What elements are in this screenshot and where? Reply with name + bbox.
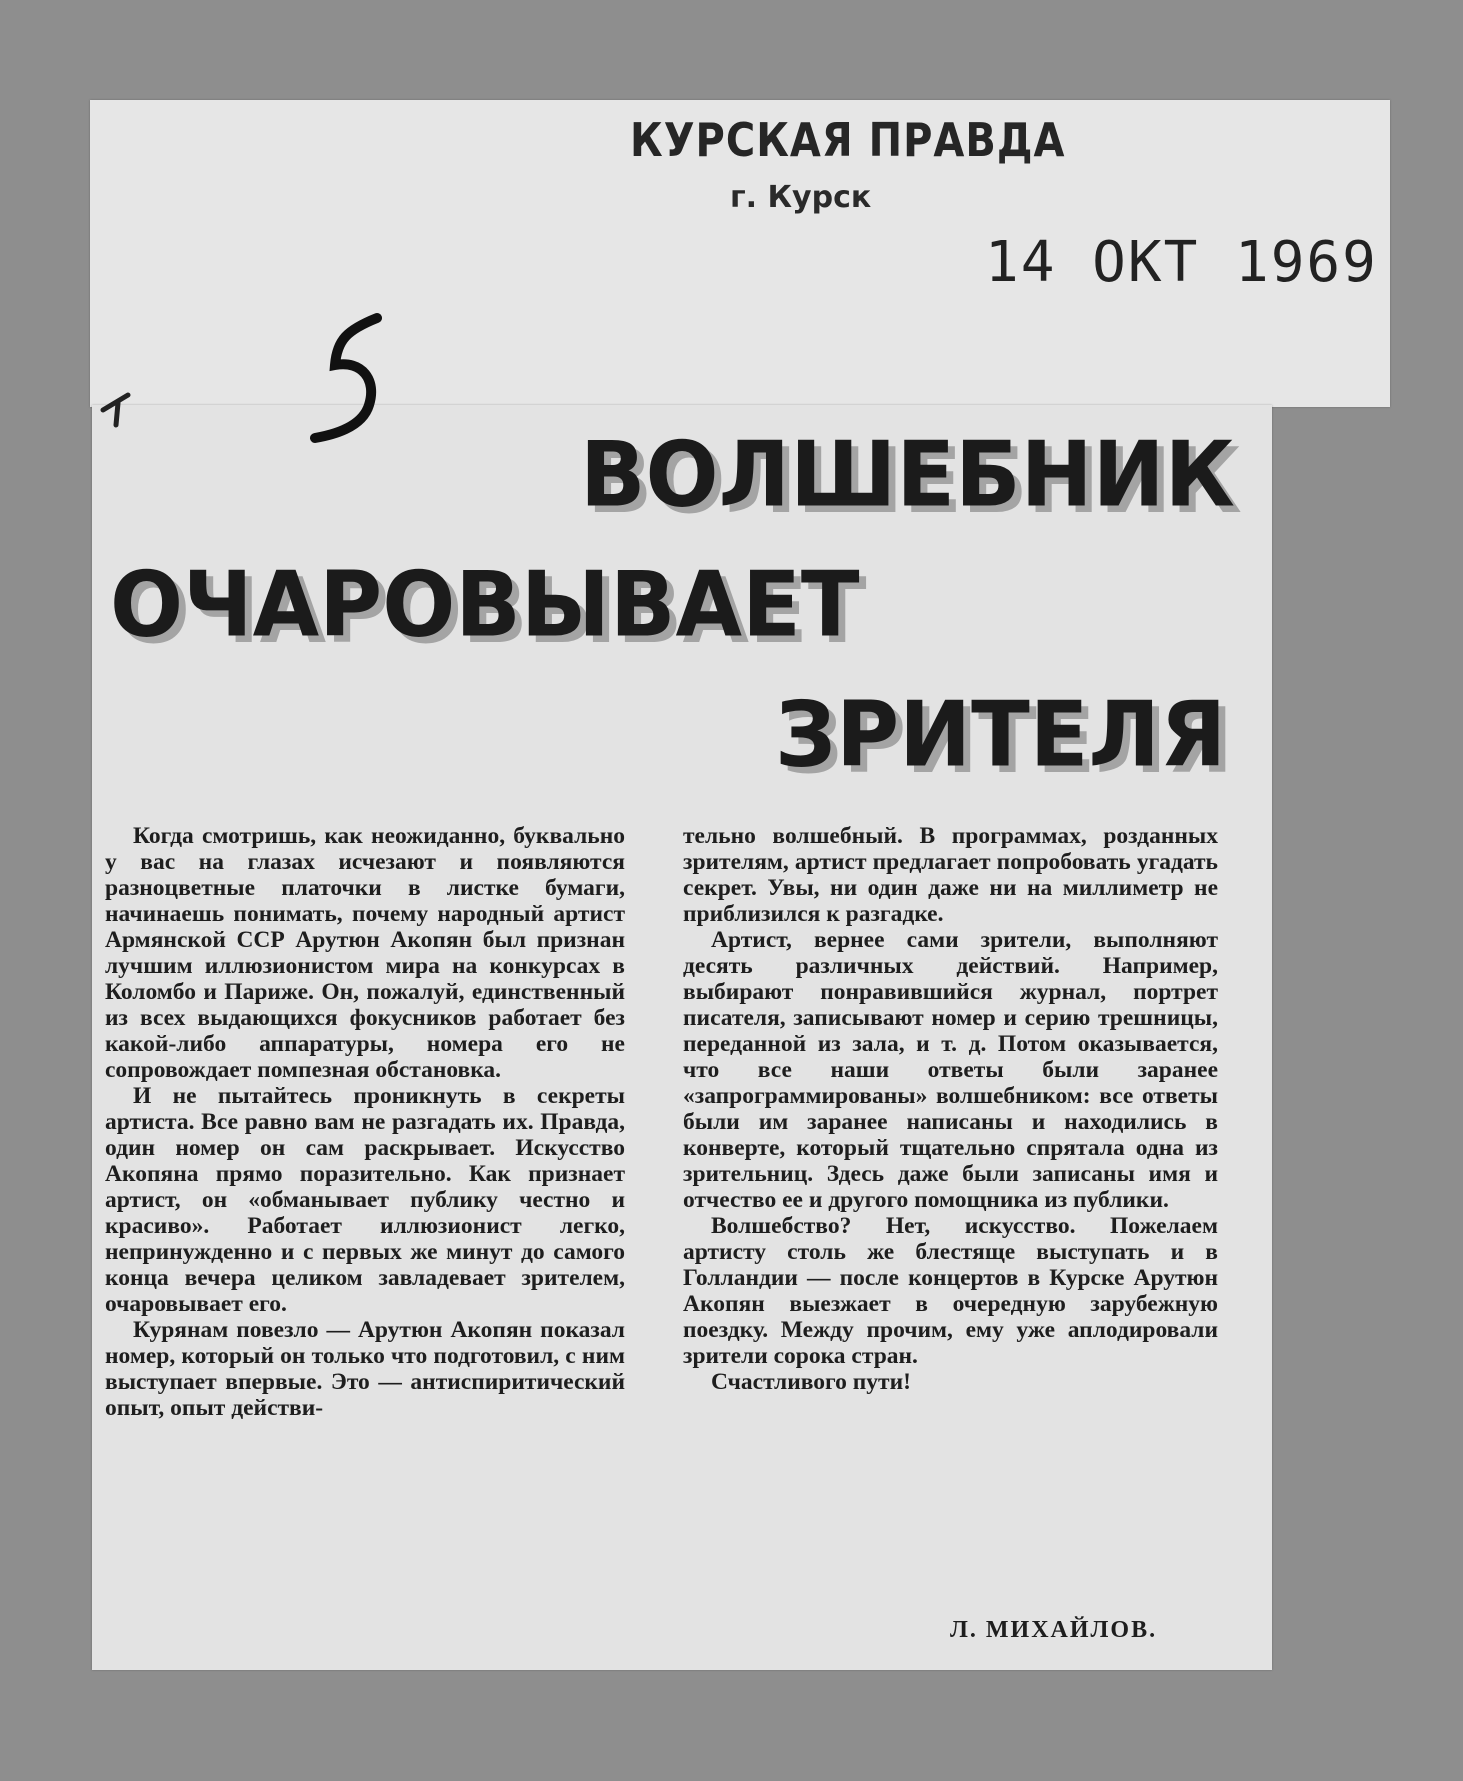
article-paragraph: Курянам повезло — Арутюн Акопян показал номер, который он только что подготовил, с ним выступает впервые. Это — антиспиритический опыт, опыт действи-	[105, 1317, 625, 1421]
article-closing-line: Счастливого пути!	[711, 1369, 911, 1395]
author-signature: Л. МИХАЙЛОВ.	[950, 1617, 1158, 1643]
headline-line-3: ЗРИТЕЛЯ	[775, 682, 1227, 788]
headline-line-1: ВОЛШЕБНИК	[580, 422, 1235, 528]
article-paragraph: тельно волшебный. В программах, розданных зрителям, артист предлагает попробовать угадать секрет. Увы, ни один даже ни на миллиметр не приблизился к разгадке.	[683, 823, 1218, 927]
article-paragraph: Волшебство? Нет, искусство. Пожелаем артисту столь же блестяще выступать и в Голландии — после концертов в Курске Арутюн Акопян выезжает в очередную зарубежную поездку. Между прочим, ему уже аплодировали зрители сорока стран.	[683, 1213, 1218, 1369]
article-column-right	[683, 823, 1218, 1395]
article-paragraph: И не пытайтесь проникнуть в секреты артиста. Все равно вам не разгадать их. Правда, один номер он сам раскрывает. Искусство Акопяна прямо поразительно. Как признает артист, он «обманывает публику честно и красиво». Работает иллюзионист легко, непринужденно и с первых же минут до самого конца вечера целиком завладевает зрителем, очаровывает его.	[105, 1083, 625, 1317]
article-paragraph: Артист, вернее сами зрители, выполняют десять различных действий. Например, выбирают понравившийся журнал, портрет писателя, записывают номер и серию трешницы, переданной из зала, и т. д. Потом оказывается, что все наши ответы были заранее «запрограммированы» волшебником: все ответы были им заранее написаны и находились в конверте, который тщательно спрятала одна из зрительниц. Здесь даже были записаны имя и отчество ее и другого помощника из публики.	[683, 927, 1218, 1213]
newspaper-stamp-city: г. Курск	[730, 180, 872, 215]
newspaper-stamp-date: 14 ОКТ 1969	[985, 230, 1378, 295]
newspaper-stamp-name: КУРСКАЯ ПРАВДА	[630, 114, 1066, 168]
article-column-left	[105, 823, 625, 1421]
headline-line-2: ОЧАРОВЫВАЕТ	[110, 552, 860, 658]
article-paragraph: Когда смотришь, как неожиданно, буквально у вас на глазах исчезают и появляются разноцветные платочки в листке бумаги, начинаешь понимать, почему народный артист Армянской ССР Арутюн Акопян был признан лучшим иллюзионистом мира на конкурсах в Коломбо и Париже. Он, пожалуй, единственный из всех выдающихся фокусников работает без какой-либо аппаратуры, номера его не сопровождает помпезная обстановка.	[105, 823, 625, 1083]
handwritten-tick-mark	[98, 385, 138, 430]
handwritten-number-mark	[307, 310, 397, 450]
